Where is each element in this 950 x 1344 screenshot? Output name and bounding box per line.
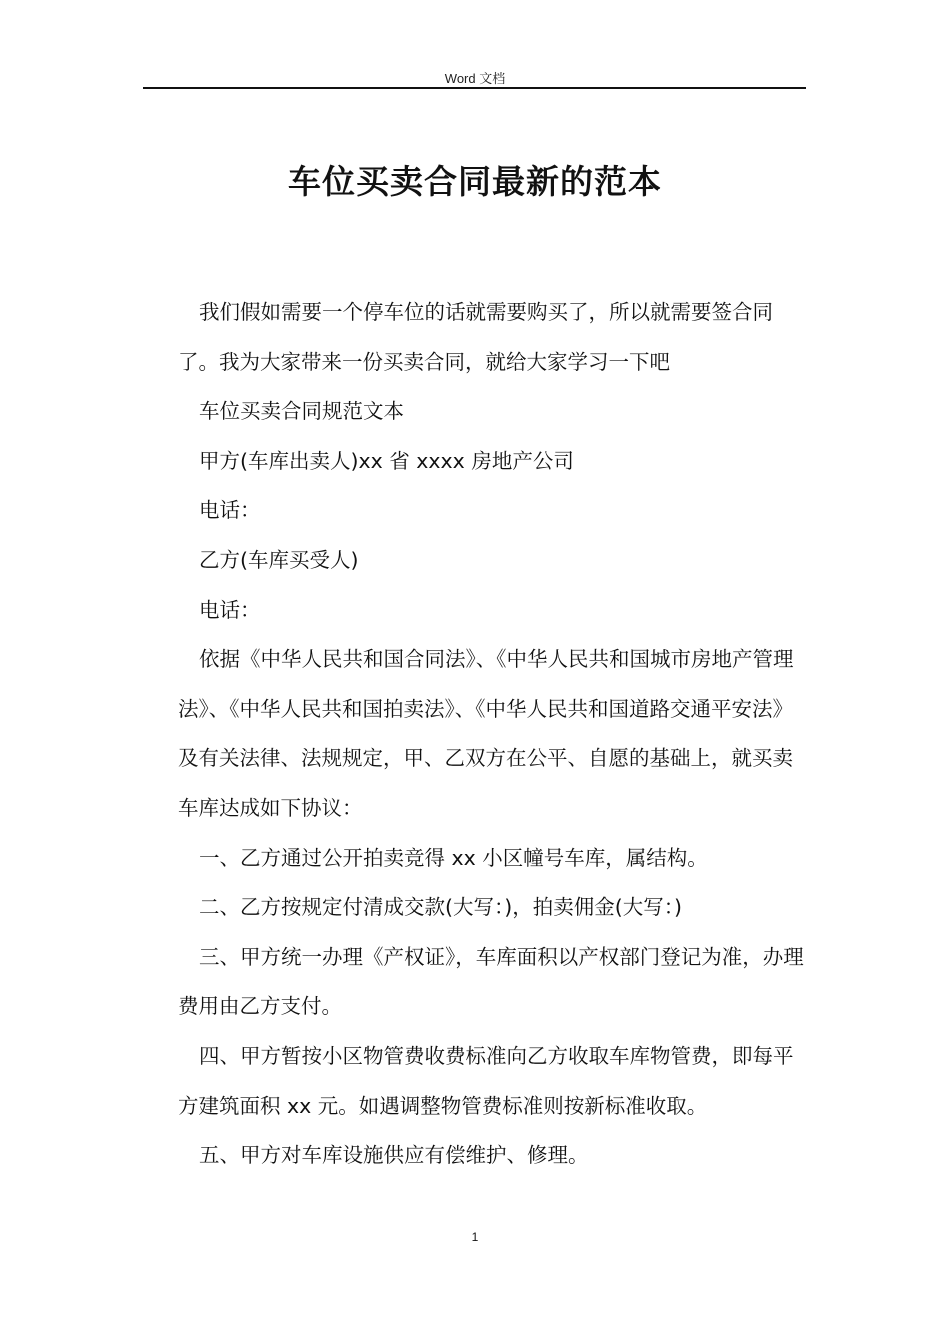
paragraph-clause-3: 三、甲方统一办理《产权证》，车库面积以产权部门登记为准，办理费用由乙方支付。 bbox=[178, 944, 804, 1019]
page-header-label: Word 文档 bbox=[444, 71, 506, 86]
header-divider bbox=[143, 87, 806, 89]
paragraph-legal-basis: 依据《中华人民共和国合同法》、《中华人民共和国城市房地产管理法》、《中华人民共和国拍卖法》、《中华人民共和国道路交通平安法》及有关法律、法规规定，甲、乙双方在公平、自愿的基础上，就买卖车库达成如下协议： bbox=[178, 647, 794, 820]
paragraph-clause-1: 一、乙方通过公开拍卖竞得 xx 小区幢号车库，属结构。 bbox=[199, 845, 708, 870]
page-number: 1 bbox=[471, 1230, 479, 1244]
paragraph-intro: 我们假如需要一个停车位的话就需要购买了，所以就需要签合同了。我为大家带来一份买卖合同，就给大家学习一下吧 bbox=[178, 300, 773, 374]
document-title: 车位买卖合同最新的范本 bbox=[288, 162, 662, 201]
paragraph-clause-2: 二、乙方按规定付清成交款(大写：)，拍卖佣金(大写：) bbox=[199, 895, 682, 920]
paragraph-phone-b: 电话： bbox=[199, 597, 261, 622]
paragraph-clause-5: 五、甲方对车库设施供应有偿维护、修理。 bbox=[199, 1143, 589, 1168]
paragraph-party-a: 甲方(车库出卖人)xx 省 xxxx 房地产公司 bbox=[199, 448, 574, 473]
paragraph-subtitle: 车位买卖合同规范文本 bbox=[199, 399, 404, 424]
document-body bbox=[178, 288, 804, 1181]
paragraph-phone-a: 电话： bbox=[199, 498, 261, 523]
paragraph-party-b: 乙方(车库买受人) bbox=[199, 547, 359, 572]
paragraph-clause-4: 四、甲方暂按小区物管费收费标准向乙方收取车库物管费，即每平方建筑面积 xx 元。如遇调整物管费标准则按新标准收取。 bbox=[178, 1043, 794, 1118]
